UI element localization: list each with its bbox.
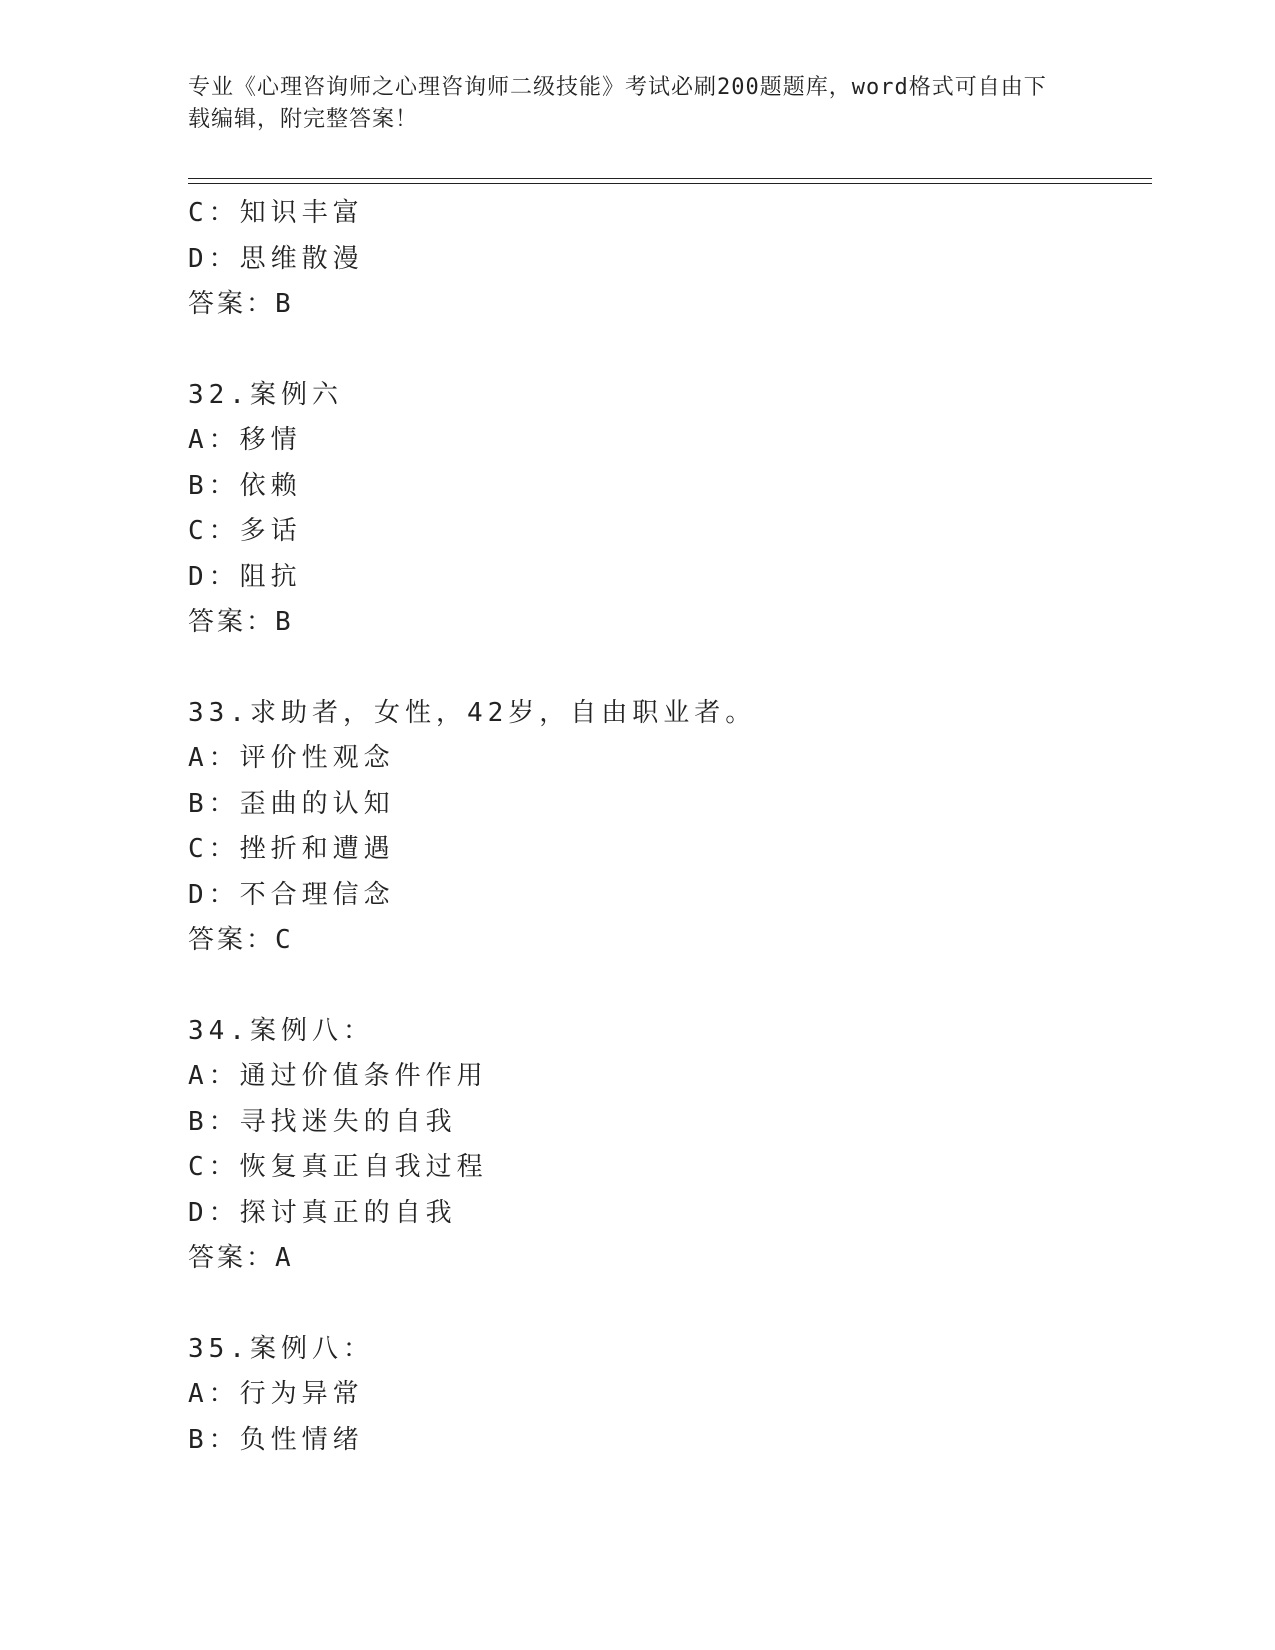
- answer: 答案：B: [188, 289, 294, 319]
- option-d: D：不合理信念: [188, 879, 395, 910]
- option-d: D：阻抗: [188, 561, 302, 592]
- question-list: [188, 191, 1152, 1463]
- question-stem: 32.案例六: [188, 379, 343, 410]
- question-stem: 33.求助者，女性，42岁，自由职业者。: [188, 697, 757, 728]
- option-d: D：探讨真正的自我: [188, 1197, 457, 1228]
- spacer: [188, 1282, 1152, 1327]
- option-b: B：负性情绪: [188, 1424, 364, 1455]
- spacer: [188, 964, 1152, 1009]
- answer: 答案：B: [188, 607, 294, 637]
- option-b: B：依赖: [188, 470, 302, 501]
- option-c: C：挫折和遭遇: [188, 834, 395, 864]
- option-d: D：思维散漫: [188, 243, 364, 274]
- option-c: C：知识丰富: [188, 198, 364, 228]
- question-stem: 34.案例八：: [188, 1015, 374, 1046]
- answer: 答案：A: [188, 1243, 294, 1273]
- spacer: [188, 328, 1152, 373]
- spacer: [188, 646, 1152, 691]
- header-divider-bottom: [188, 183, 1152, 184]
- question-stem: 35.案例八：: [188, 1333, 374, 1364]
- answer: 答案：C: [188, 925, 294, 955]
- document-header: 专业《心理咨询师之心理咨询师二级技能》考试必刷200题题库，word格式可自由下载编辑，附完整答案！: [188, 75, 1047, 132]
- option-b: B：寻找迷失的自我: [188, 1106, 457, 1137]
- option-a: A：移情: [188, 425, 302, 455]
- header-divider-top: [188, 178, 1152, 179]
- option-b: B：歪曲的认知: [188, 788, 395, 819]
- option-a: A：行为异常: [188, 1379, 364, 1409]
- option-c: C：多话: [188, 516, 302, 546]
- option-c: C：恢复真正自我过程: [188, 1152, 488, 1182]
- option-a: A：通过价值条件作用: [188, 1061, 488, 1091]
- option-a: A：评价性观念: [188, 743, 395, 773]
